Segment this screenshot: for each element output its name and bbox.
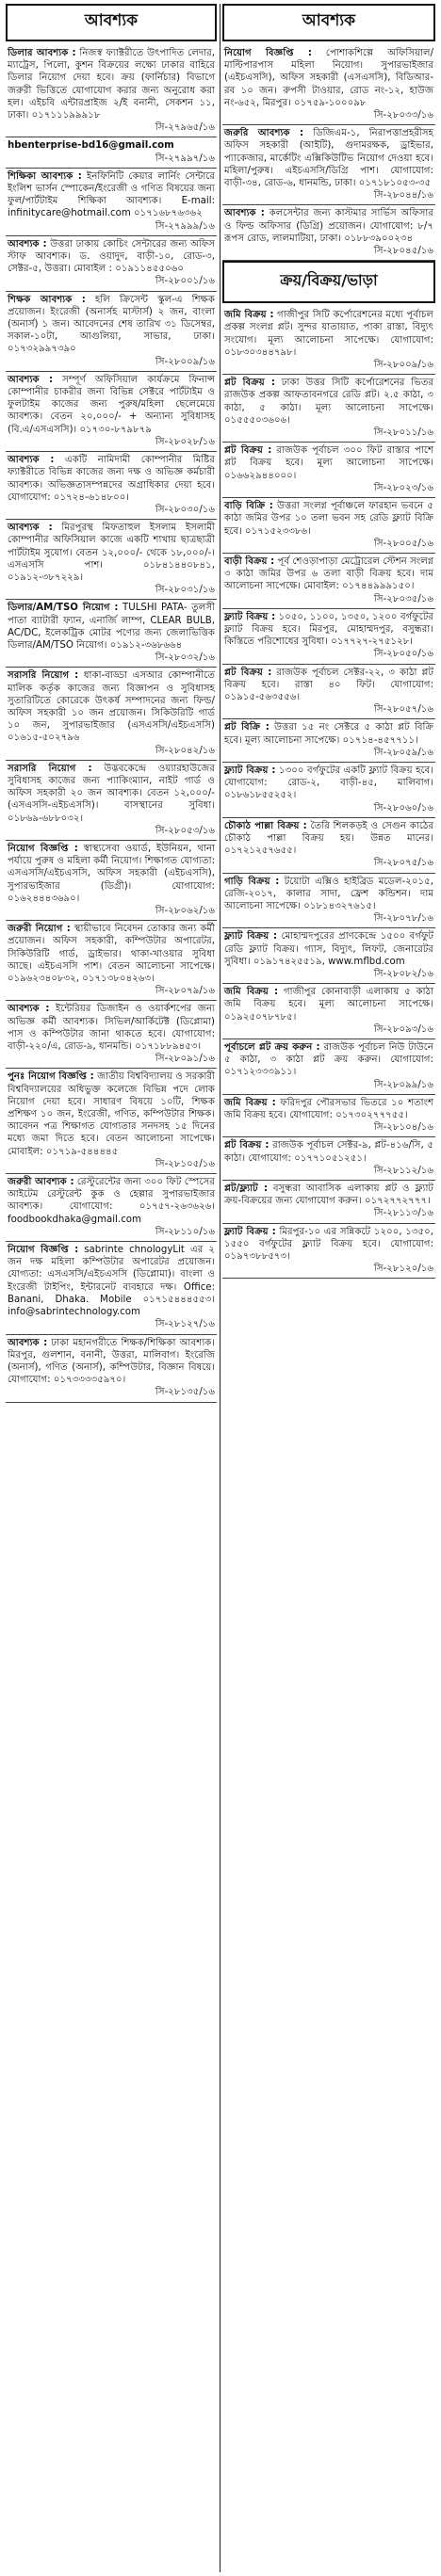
ad-body: মিরপুরস্থ মিফতাহুল ইসলাম ইসলামী কোম্পানীর অফিসিয়াল কাজে একটি শাখায় ছাত্রছাত্রী পার্টটাইম সুযোগ। বেতন ১২,০০০/- থেকে ১৮,০০০/-। এসএসসি পাশ। ০১৮৪১৪৪০৮৪১, ০১৯১২-৩৮৭২২৯। (8, 523, 215, 583)
ad-body: রেস্টুরেন্টের জন্য ৩০০ ফিট স্পেসের আইটেম রেস্টুরেন্ট কুক ও হেল্পার সুপারভাইজার আবশ্যক। যোগাযোগ: ০১৭৫৭-২৬৩৬২৬। foodbookdhaka@gmail.com (8, 1177, 215, 1225)
section-header-buy-sell-rent: ক্রয়/বিক্রয়/ভাড়া (222, 261, 435, 303)
right-column (222, 4, 435, 2572)
ad-reference-code: সি-২৮০৩০/১৬ (155, 504, 215, 515)
ad-title: শিক্ষক আবশ্যক : (8, 294, 86, 305)
ad-title: আবশ্যক : (8, 374, 54, 385)
ad-body: মিরপুর-১০ এর সন্নিকটে ১২০০, ১৩৫০, ১৫৫০ বর্গফুটের ফ্ল্যাট বিক্রয় হবে। যোগাযোগ: ০১৯৭৩৮৮৫৭৩। (224, 1226, 433, 1263)
ad-reference-code: সি-২৮১২০/১৬ (373, 1264, 433, 1275)
ad-reference-code: সি-২৮০৩৩/১৬ (373, 110, 433, 121)
ad-title: জরুরি আবশ্যক : (224, 128, 304, 139)
classified-ad (222, 665, 435, 720)
ad-body: স্থায়ীভাবে নিবেদন তোকার জন্য কর্মী প্রয়োজন। অফিস সহকারী, কম্পিউটার অপারেটর, সিকিউরিটি গার্ড, ড্রাইভার। থাকা-খাওয়ার সুবিধা আছে। এইচএসসি পাশ। বেতন আলোচনা সাপেক্ষে। ০১৯৬২৩৪০৮৩২, ০১৭১৩৮০৪২৬৩। (8, 924, 215, 985)
classified-ad (6, 1242, 217, 1334)
ad-body: ডিজিএম-১, নিরাপত্তাপ্রহরীসহ অফিস সহকারী (আইটি), গুদামরক্ষক, ড্রাইভার, প্যাকেজার, মার্কেটিং এক্সিকিউটিভ নিয়োগ দেওয়া হবে। মহিলা/পুরুষ। এইচএসসি/ডিগ্রি পাশ। যোগাযোগ: বাড়ী-৩৪, রোড-৬, ধানমন্ডি, ঢাকা। ০১৭১৮১০৫৩-৩৫ (224, 128, 433, 189)
ad-title: ফ্ল্যাট বিক্রয় : (224, 611, 276, 622)
classified-ad (222, 719, 435, 763)
ad-list (222, 45, 435, 261)
ad-title: জমি বিক্রয় : (224, 987, 279, 998)
classified-ad (6, 841, 217, 921)
ad-body: ঢাকা উত্তর সিটি কর্পোরেশনের ভিতর রাজউক প্রকল্প আফতাবনগরে রেডি প্লট। ২.৫ কাঠা, ৩ কাঠা, ৫ কাঠা। মূল্য আলোচনা সাপেক্ষে। ০১৫৫৫০৩৬০৬। (224, 378, 433, 426)
ad-list (6, 45, 217, 1403)
ad-body: বসুন্ধরা আবাসিক এলাকায় প্লট ও ফ্ল্যাট ক্রয়-বিক্রয়ের জন্য যোগাযোগ করুন। ০১৭২৭৭২৭৭৭। (224, 1183, 433, 1207)
ad-reference-code: সি-২৮০৫৩/১৬ (155, 825, 215, 836)
ad-title: নিয়োগ বিজ্ঞপ্তি : (8, 1245, 79, 1256)
classified-ad (222, 1224, 435, 1280)
ad-reference-code: সি-২৮০১১/১৬ (373, 427, 433, 439)
classified-ad (222, 1095, 435, 1138)
ad-reference-code: সি-২৮০৫৭/১৬ (373, 704, 433, 716)
classified-ad (6, 372, 217, 452)
ad-title: বাড়ী বিক্রয় : (224, 555, 275, 567)
ad-reference-code: সি-২৮১১০/১৬ (155, 1226, 215, 1237)
ad-reference-code: সি-২৮১০৫/১৬ (155, 1158, 215, 1169)
ad-reference-code: সি-২৭৯৯৭/১৬ (155, 153, 215, 164)
classified-ad (6, 169, 217, 236)
classified-ad (222, 874, 435, 929)
ad-title: শিক্ষিকা আবশ্যক : (8, 170, 82, 182)
classified-ad (222, 307, 435, 375)
classified-ad (222, 763, 435, 818)
ad-reference-code: সি-২৮০৫০/১৬ (373, 649, 433, 660)
classified-ad (6, 761, 217, 841)
ad-reference-code: সি-২৮০৬০/১৬ (373, 802, 433, 813)
classified-ad (222, 1039, 435, 1095)
ad-title: আবশ্যক : (8, 1337, 48, 1348)
ad-reference-code: সি-২৮০৭৫/১৬ (373, 858, 433, 869)
ad-title: প্লট বিক্রি : (224, 722, 270, 733)
ad-title: ডিলার/AM/TSO নিয়োগ : (8, 603, 119, 614)
ad-reference-code: সি-২৮০৫৯/১৬ (373, 747, 433, 758)
ad-reference-code: সি-২৮০৭৯/১৬ (155, 986, 215, 997)
ad-title: ফ্ল্যাট বিক্রয় : (224, 931, 278, 942)
ad-body: কলসেন্টার জন্য কাস্টমার সার্ভিস অফিসার ও ফিল্ড অফিসার (ডিগ্রি) প্রয়োজন। যোগাযোগ: ৮/৭ রূপস রোড, লালমাটিয়া, ঢাকা। ০১৮৮৩৯০০২৩৪ (224, 208, 433, 244)
ad-title: পূর্বাচলে প্লট ক্রয় করুন : (224, 1042, 320, 1054)
classified-ad (6, 600, 217, 668)
ad-body: উত্তরা সংলগ্ন পূর্বাঞ্চলে ফারহান ভবনে ৫ কাঠা জমির উপর ১০ তলা ভবন সহ রেডি ফ্ল্যাট বিক্রি হবে। ০১৭১৫২৩৩৮৬। (224, 501, 433, 537)
classified-ad (6, 1069, 217, 1174)
ad-title: hbenterprise-bd16@gmail.com (8, 140, 174, 152)
classified-ad (222, 498, 435, 554)
ad-reference-code: সি-২৮০৬২/১৬ (155, 906, 215, 916)
ad-body: ইন্টেরিয়র ডিজাইন ও ওয়ার্কশপের জন্য অভিজ্ঞ কর্মী আবশ্যক। সিভিল/আর্কিটেক্ট (ডিপ্লোমা) পাস ও কম্পিউটার জানা থাকতে হবে। যোগাযোগ: বাড়ী-২২০/এ, রোড-৯, ধানমন্ডি। ০১৭১৮৮৯৪৫৩। (8, 1004, 215, 1053)
ad-body: পূর্ব শেওড়াপাড়া মেট্রোরেল স্টেশন সংলগ্ন ৩ কাঠা জমির উপর ৬ তলা বাড়ী বিক্রয় হবে। দাম আলোচনা সাপেক্ষে। মোবাইল: ০১৭৪৪৯৯৯১৫০। (224, 555, 433, 592)
ad-title: প্লট বিক্রয় : (224, 378, 275, 389)
ad-list (222, 307, 435, 1279)
ad-reference-code: সি-২৭৯৯৯/১৬ (155, 220, 215, 232)
ad-title: আবশ্যক : (8, 238, 47, 250)
ad-body: ধাকা-বাড্ডা এসআর কোম্পানীতে মালিক কর্তৃক কাজের জন্য বিজ্ঞাপন ও সুবিধাসহ সুতারিটিতে কোরেকে উৎকর্ষ সম্পাদনের জন্য ফিল্ড/অফিস সহকারী ১০ জন প্রয়োজন। সিকিউরিটি গার্ড ১০ জন, সুপারভাইজার (এসএসসি/এইচএসসি) ০১৬১৫-৫০২৭৯৬ (8, 670, 215, 744)
ad-reference-code: সি-২৮০০১/১৬ (155, 276, 215, 287)
ad-title: সরাসরি নিয়োগ : (8, 763, 92, 774)
ad-title: জমি বিক্রয় : (224, 310, 274, 321)
ad-reference-code: সি-২৮০৯৯/১৬ (373, 1079, 433, 1090)
ad-body: ইনফিনিটি কেয়ার লার্নিং সেন্টারে ইংলিশ ভার্সন স্পোকেন/ইংরেজী ও গণিত বিষয়ের জন্য ফুল/পার্টটাইম শিক্ষিকা আবশ্যক। E-mail: infinitycare@hotmail.com ০১৭১৬৮৭৬৩৬২ (8, 170, 215, 219)
ad-body: ঢাকা মহানগরীতে শিক্ষক/শিক্ষিকা আবশ্যক। মিরপুর, গুলশান, বনানী, উত্তরা, মালিবাগ। ইংরেজি (অনার্স), গণিত (অনার্স), কম্পিউটার, বিজ্ঞান বিষয়ে। যোগাযোগ: ০১৭৩৩৩৩৫৯৭০। (8, 1337, 215, 1386)
classified-ad (222, 1137, 435, 1181)
ad-title: পুনঃ নিয়োগ বিজ্ঞপ্তি : (8, 1071, 94, 1083)
ad-title: ফ্ল্যাট বিক্রয় : (224, 1226, 276, 1237)
ad-reference-code: সি-২৮১১২/১৬ (373, 1165, 433, 1176)
classified-ad (6, 137, 217, 168)
ad-title: চৌকাঠ পাল্লা বিক্রয় : (224, 820, 307, 831)
ad-reference-code: সি-২৮১১৩/১৬ (373, 1208, 433, 1219)
classified-ad (6, 45, 217, 137)
ad-title: প্লট বিক্রয় : (224, 667, 272, 678)
classified-ad (222, 125, 435, 205)
ad-title: আবশ্যক : (8, 1004, 50, 1015)
ad-body: রাজউক পূর্বাচল সেক্টর-৯, প্লট-৪১৬/সি, ৫ কাঠা। যোগাযোগ: ০১৭৭১০৫১২৫১। (224, 1140, 433, 1164)
ad-body: রাজউক পূর্বাচল ৩০০ ফিট রাস্তার পাশে প্লট বিক্রয় হবে। মূল্য আলোচনা সাপেক্ষে। ০১৬৬২৯৪৪০০০। (224, 445, 433, 481)
ad-body: ১৩০০ বর্গফুটের একটি ফ্ল্যাট বিক্রয় হবে। যোগাযোগ: রোড-২, বাড়ী-৪৫, মালিবাগ। ০১৮৬১৮৫৫২৫২। (224, 765, 433, 801)
ad-reference-code: সি-২৮০০৫/১৬ (373, 538, 433, 549)
classified-ad (222, 205, 435, 261)
ad-body: নিজস্ব ফ্যাক্টরীতে উৎপাদিত লেদার, ম্যাট্রেস, পিলো, কুশন বিক্রয়ের লক্ষ্যে ঢাকার বাহিরে ডিলার নিয়োগ দেয়া হবে। ক্রয় (ফার্নিচার) বিভাগে জরুরী ভিত্তিতে যোগাযোগ করার জন্য অনুরোধ করা হল। এইচবি এন্টারপ্রাইজ ২/ই বনানী, সেকশন ১১, ঢাকা। ০১৭১১১৯৯৯১৮ (8, 48, 215, 121)
ad-title: সরাসরি নিয়োগ : (8, 670, 79, 682)
ad-body: স্বাস্থ্যসেবা ওয়ার্ড, ইউনিয়ন, থানা পর্যায়ে পুরুষ ও মহিলা কর্মী নিয়োগ। শিক্ষাগত যোগ্যতা: এসএসসি/এইচএসসি, অফিস সহকারী (এইচএসসি), সুপারভাইজার (ডিগ্রী)। যোগাযোগ: ০১৬২৪৪৪৩৬৯০। (8, 843, 215, 904)
ad-body: ১০৫০, ১১০০, ১৩৫০, ১২০০ বর্গফুটের ফ্ল্যাট বিক্রয় হবে। মিরপুর, মোহাম্মদপুর, বসুন্ধরা। কিস্তিতে পরিশোধের সুবিধা। ০১৭৭২৭-২৭৫১২৮। (224, 611, 433, 648)
ad-body: উত্তরা ১৫ নং সেক্টরে ৫ কাঠা প্লট বিক্রি হবে। মূল্য আলোচনা সাপেক্ষে। ০১৭১৪-৪৫৭৭১১। (224, 722, 433, 746)
classified-ad (6, 236, 217, 292)
ad-reference-code: সি-২৮১০৪/১৬ (373, 1122, 433, 1134)
classified-ad (222, 443, 435, 498)
classified-ad (222, 45, 435, 125)
classified-ad (6, 668, 217, 760)
ad-reference-code: সি-২৮০৭৮/১৬ (373, 913, 433, 925)
ad-title: জমি বিক্রয় : (224, 1097, 276, 1108)
classified-ad (222, 984, 435, 1039)
ad-reference-code: সি-২৭৯৬৫/১৬ (155, 122, 215, 134)
ad-body: sabrinte chnologyLit এর ২ জন দক্ষ মহিলা কম্পিউটার অপারেটর প্রয়োজন। যোগ্যতা: এসএসসি/এইচএসসি (ডিপ্লোমা)। বাংলা ও ইংরেজী টাইপিং, ইন্টারনেট ব্যবহারে দক্ষ। Office: Banani, Dhaka. Mobile ০১৭১৫৪৪৪৫৫৩। info@sabrintechnology.com (8, 1245, 215, 1318)
ad-body: রাজউক পূর্বাচল নিউ টাউনে ৫ কাঠা, ৩ কাঠা প্লট ক্রয় করুন। যোগাযোগ: ০১৭১২৩৩৩৯১১। (224, 1042, 433, 1078)
ad-title: গাড়ি বিক্রয় : (224, 876, 280, 887)
classified-ad (222, 554, 435, 609)
ad-body: একটি নামিদামী কোম্পানীর মিষ্টির ফ্যাক্টরীতে বিভিন্ন কাজের জন্য দক্ষ ও অভিজ্ঞ কর্মচারী আবশ্যক। অভিজ্ঞতাসম্পন্নদের অগ্রাধিকার দেয়া হবে। যোগাযোগ: ০১৭২৪-৬১৪৮০০। (8, 455, 215, 503)
ad-title: নিয়োগ বিজ্ঞপ্তি : (8, 843, 78, 854)
ad-title: জরুরী নিয়োগ : (8, 924, 71, 935)
ad-reference-code: সি-২৮০৯৩/১৬ (373, 1023, 433, 1035)
classified-ad (222, 1181, 435, 1224)
ad-reference-code: সি-২৮০৯১/১৬ (155, 1054, 215, 1065)
ad-title: ফ্ল্যাট বিক্রয় : (224, 765, 276, 776)
ad-body: গাজীপুর সিটি কর্পোরেশনের মধ্যে পূর্বাচল প্রকল্প সংলগ্ন প্লট। সুন্দর যাতায়াত, পাকা রাস্তা, বিদ্যুৎ সংযোগ। মূল্য আলোচনা সাপেক্ষে। যোগাযোগ: ০১৮৩০৩৪৪৭৯৮। (224, 310, 433, 358)
classified-ad (6, 1001, 217, 1069)
section-header-jobs-right: আবশ্যক (222, 4, 435, 41)
ad-body: সম্পূর্ণ অফিসিয়াল কার্যক্রমে ফিনান্স কোম্পানীর চাকরীর জন্য বিভিন্ন সেক্টরে পার্টটাইম ও ফুলটাইম কাজের জন্য পুরুষ/মহিলা ছেলেমেয়ে আবশ্যক। বেতন ২০,০০০/- + অন্যান্য সুবিধাসহ (বি.এ/এসএসসি)। ০১৭৩০-৮৭৯৮৭৯ (8, 374, 215, 435)
ad-body: গাজীপুর কোনাবাড়ী এলাকায় ৫ কাঠা জমি বিক্রয় হবে। মূল্য আলোচনা সাপেক্ষে। ০১৯২৫০৭৮৭৮৫। (224, 987, 433, 1022)
ad-reference-code: সি-২৮০২৩/১৬ (373, 482, 433, 493)
ad-reference-code: সি-২৮০২৮/১৬ (155, 436, 215, 447)
classified-ad (6, 520, 217, 600)
ad-body: পোশাকশিল্পে অফিসিয়াল/মাল্টিপারপাস মহিলা নিয়োগ। সুপারভাইজার (এইচএসসি), অফিস সহকারী (এসএসসি), বিডিআর-রব ১০ জন। রুপসী টাওয়ার, রোড নং-১২, হাউজ নং-৬৫২, মিরপুর। ০১৭৫৯-১০০০৯৮ (224, 48, 434, 108)
classified-ad (222, 928, 435, 984)
ad-title: আবশ্যক : (8, 523, 53, 534)
ad-body: টয়োটা এক্সিও হাইব্রিড মডেল-২০১৫, রেজি-২০১৭, কালার সাদা, ফ্রেশ কন্ডিশন। দাম আলোচনা সাপেক্ষে। ০১৮১৪৩২৭৬১৫। (224, 876, 433, 911)
ad-title: জরুরী আবশ্যক : (8, 1177, 74, 1188)
classified-ad (6, 452, 217, 520)
ad-title: প্লট/ফ্ল্যাট : (224, 1183, 269, 1195)
ad-title: বাড়ি বিক্রি : (224, 501, 273, 512)
ad-title: ডিলার আবশ্যক : (8, 48, 76, 58)
ad-body: উদ্ভবকেন্দ্রে ওয়্যারহাউজের সুবিধাসহ কাজের জন্য প্যাকিংম্যান, নাইট গার্ড ও অফিস সহকারী ২০ জন আবশ্যক। বেতন ১২,০০০/- (এসএসসি-এইচএসসি)। বাসস্থানের সুবিধা। ০১৮৬৯-৬৮৮০৩২। (8, 763, 215, 824)
ad-reference-code: সি-২৮১২৭/১৬ (155, 1319, 215, 1330)
ad-reference-code: সি-২৮০৩৫/১৬ (373, 593, 433, 604)
ad-body: তৈরি শিলকড়ই ও সেগুন কাঠের চৌকাঠ পাল্লা বিক্রয় হয়। উন্নত মানের। ০১৭২১২৫৭৬৫৫। (224, 820, 434, 857)
classified-ad (6, 1174, 217, 1242)
ad-body: TULSHI PATA- তুলসী পাতা ব্যাটারী ফ্যান, এনার্জি লাম্প, CLEAR BULB, AC/DC, ইলেকট্রিক মোটর পণ্যের জন্য জেলাভিত্তিক ডিলার/AM/TSO নিয়োগ। ০১৯১২-৩৬৮৬৬৪ (8, 603, 215, 651)
ad-reference-code: সি-২৮০০৯/১৬ (373, 360, 433, 371)
classified-ad (6, 292, 217, 372)
ad-title: প্লট বিক্রয় : (224, 445, 272, 457)
ad-body: রাজউক পূর্বাচল সেক্টর-২২, ৩ কাঠা প্লট বিক্রয় হবে। রাস্তা ৪০ ফিট। যোগাযোগ: ০১৯১৫-৫৬৩৫৫৬। (224, 667, 433, 702)
ad-body: মোহাম্মদপুরের প্রাণকেন্দ্রে ১৫০০ বর্গফুট রেডি ফ্ল্যাট বিক্রয়। গ্যাস, বিদ্যুৎ, লিফট, জেনারেটর সুবিধা। ০১৯১৭৪২৫৫১৯, www.mflbd.com (224, 931, 434, 967)
ad-title: আবশ্যক : (224, 208, 265, 219)
left-column (6, 4, 217, 2572)
ad-reference-code: সি-২৮০৩১/১৬ (155, 585, 215, 596)
ad-body: ফরিদপুর পৌরসভার ভিতরে ১০ শতাংশ জমি বিক্রয় হবে। যোগাযোগ: ০১৭৩০২৭৭৭৫৫। (224, 1097, 433, 1121)
classified-ad (222, 818, 435, 874)
ad-reference-code: সি-২৮০৪২/১৬ (155, 745, 215, 756)
ad-body: উত্তরা ঢাকায় কোচিং সেন্টারের জন্য অফিস স্টাফ আবশ্যক। ড. ওয়াদুদ, বাড়ী-১০, রোড-৩, সেক্টর-৫, উত্তরা। মোবাইল : ০১৯১১৪৫৫০৬০ (8, 238, 215, 275)
ad-body: হলি ক্রিসেন্ট স্কুল-এ শিক্ষক প্রয়োজন। ইংরেজী (অনার্সহ মাস্টার্স) ২ জন, বাংলা (অনার্স) ১ জন। আবেদনের শেষ তারিখ ৩১ ডিসেম্বর, সকাল-১০টা, আগুলিয়া, সাভার, ঢাকা। ০১৭৩২৯৯৭৩৯০ (8, 294, 215, 355)
ad-reference-code: সি-২৮০০৯/১৬ (155, 356, 215, 367)
ad-reference-code: সি-২৮১৩৫/১৬ (155, 1387, 215, 1398)
ad-title: আবশ্যক : (8, 455, 55, 466)
ad-reference-code: সি-২৮০৮২/১৬ (373, 969, 433, 979)
ad-reference-code: সি-২৮০৩২/১৬ (155, 652, 215, 664)
ad-title: প্লট বিক্রয় : (224, 1140, 270, 1151)
ad-title: নিয়োগ বিজ্ঞপ্তি : (224, 48, 312, 58)
ad-body: জাতীয় বিশ্ববিদ্যালয় ও সরকারী বিশ্ববিদ্যালয়ের অধিভুক্ত কলেজে বিভিন্ন পদে লোক নিয়োগ দেয়া হবে। সাধারণ বিষয়ে ১০টি, শিক্ষক প্রশিক্ষণ ১০ জন, ইংরেজী, গণিত, কম্পিউটার শিক্ষক। আবেদন পত্র শিক্ষাগত যোগ্যতার সনদসহ ১৫ দিনের মধ্যে জমা দিতে হবে। বেতন আলোচনা সাপেক্ষে। মোবাইল: ০১৭১৯-৫৪৪৪৪৫ (8, 1071, 215, 1157)
section-header-jobs: আবশ্যক (6, 4, 217, 41)
classified-ad (6, 921, 217, 1001)
classified-ad (6, 1335, 217, 1403)
ad-reference-code: সি-২৮০৪৪/১৬ (373, 190, 433, 201)
classified-ad (222, 375, 435, 443)
classified-ad (222, 609, 435, 665)
ad-reference-code: সি-২৮০৪৫/১৬ (373, 246, 433, 257)
